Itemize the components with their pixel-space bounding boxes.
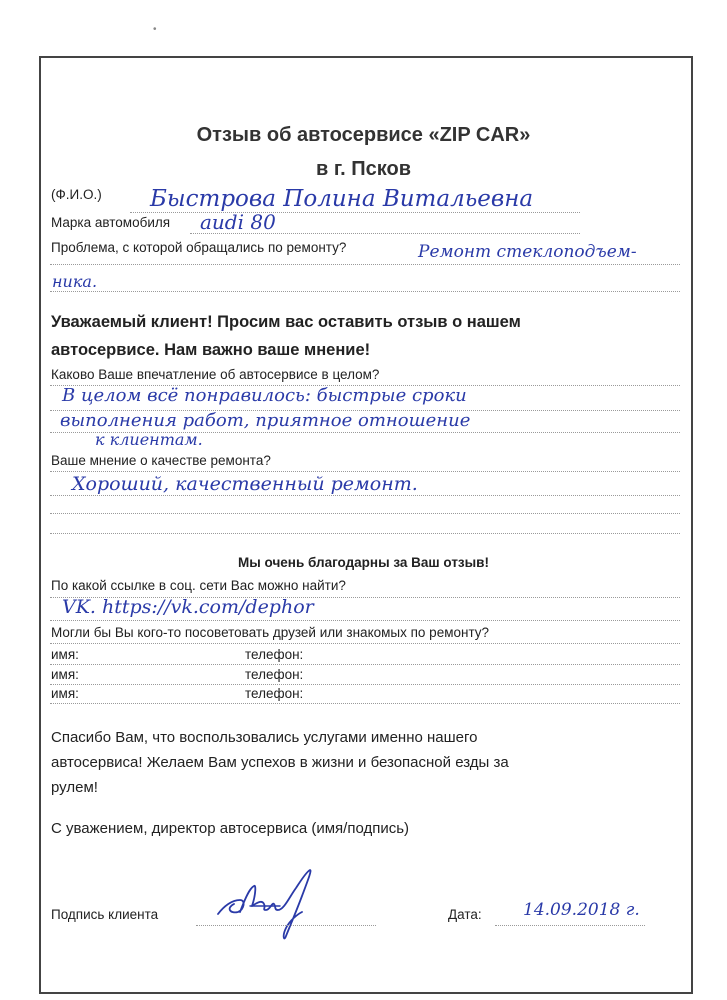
referral-name-label-2: имя:: [51, 667, 79, 682]
referral-phone-label-2: телефон:: [245, 667, 304, 682]
referral-question: Могли бы Вы кого-то посоветовать друзей или знакомых по ремонту?: [51, 625, 490, 640]
signature-line: [196, 925, 376, 926]
form-title-line2: в г. Псков: [315, 158, 412, 180]
car-line: [190, 233, 580, 234]
date-line: [495, 925, 645, 926]
problem-value-line2[interactable]: ника.: [52, 272, 98, 291]
closing-line2: автосервиса! Желаем Вам успехов в жизни и безопасной езды за: [51, 754, 509, 771]
impression-answer-line1[interactable]: В целом всё понравилось: быстрые сроки: [62, 385, 467, 406]
quality-line-0: [50, 471, 680, 472]
referral-phone-label-1: телефон:: [245, 647, 304, 662]
closing-line3: рулем!: [51, 779, 98, 796]
name-line: [130, 212, 580, 213]
closing-line1: Спасибо Вам, что воспользовались услугами именно нашего: [51, 729, 478, 746]
signature-label: Подпись клиента: [51, 907, 159, 922]
impression-answer-line3[interactable]: к клиентам.: [95, 430, 203, 449]
quality-answer[interactable]: Хороший, качественный ремонт.: [72, 473, 418, 495]
thanks-text: Мы очень благодарны за Ваш отзыв!: [238, 555, 489, 570]
impression-question: Каково Ваше впечатление об автосервисе в целом?: [51, 367, 380, 382]
problem-label: Проблема, с которой обращались по ремонту?: [51, 240, 347, 255]
name-value[interactable]: Быстрова Полина Витальевна: [150, 186, 534, 212]
impression-answer-line2[interactable]: выполнения работ, приятное отношение: [60, 410, 471, 431]
social-answer[interactable]: VK. https://vk.com/dephor: [62, 596, 314, 618]
closing-regards: С уважением, директор автосервиса (имя/подпись): [51, 820, 410, 837]
social-line-1: [50, 620, 680, 621]
intro-line2: автосервисе. Нам важно ваше мнение!: [51, 341, 371, 359]
referral-phone-label-3: телефон:: [245, 686, 304, 701]
referral-name-label-1: имя:: [51, 647, 79, 662]
problem-value-line1[interactable]: Ремонт стеклоподъем-: [418, 242, 637, 262]
name-label: (Ф.И.О.): [51, 187, 102, 202]
quality-question: Ваше мнение о качестве ремонта?: [51, 453, 271, 468]
social-question: По какой ссылке в соц. сети Вас можно найти?: [51, 578, 346, 593]
form-title-line1: Отзыв об автосервисе «ZIP CAR»: [196, 124, 531, 146]
referral-name-label-3: имя:: [51, 686, 79, 701]
date-value[interactable]: 14.09.2018 г.: [523, 900, 640, 920]
quality-line-1: [50, 495, 680, 496]
referral-line-3: [50, 703, 680, 704]
client-signature[interactable]: [210, 866, 330, 946]
quality-line-2: [50, 513, 680, 514]
car-value[interactable]: audi 80: [200, 210, 276, 234]
problem-line-1: [50, 264, 680, 265]
referral-line-2: [50, 684, 680, 685]
referral-line-1: [50, 664, 680, 665]
car-label: Марка автомобиля: [51, 215, 171, 230]
scan-speck: •: [153, 24, 157, 35]
date-label: Дата:: [448, 907, 482, 922]
referral-line-0: [50, 643, 680, 644]
quality-line-3: [50, 533, 680, 534]
problem-line-2: [50, 291, 680, 292]
intro-line1: Уважаемый клиент! Просим вас оставить отзыв о нашем: [51, 313, 521, 331]
